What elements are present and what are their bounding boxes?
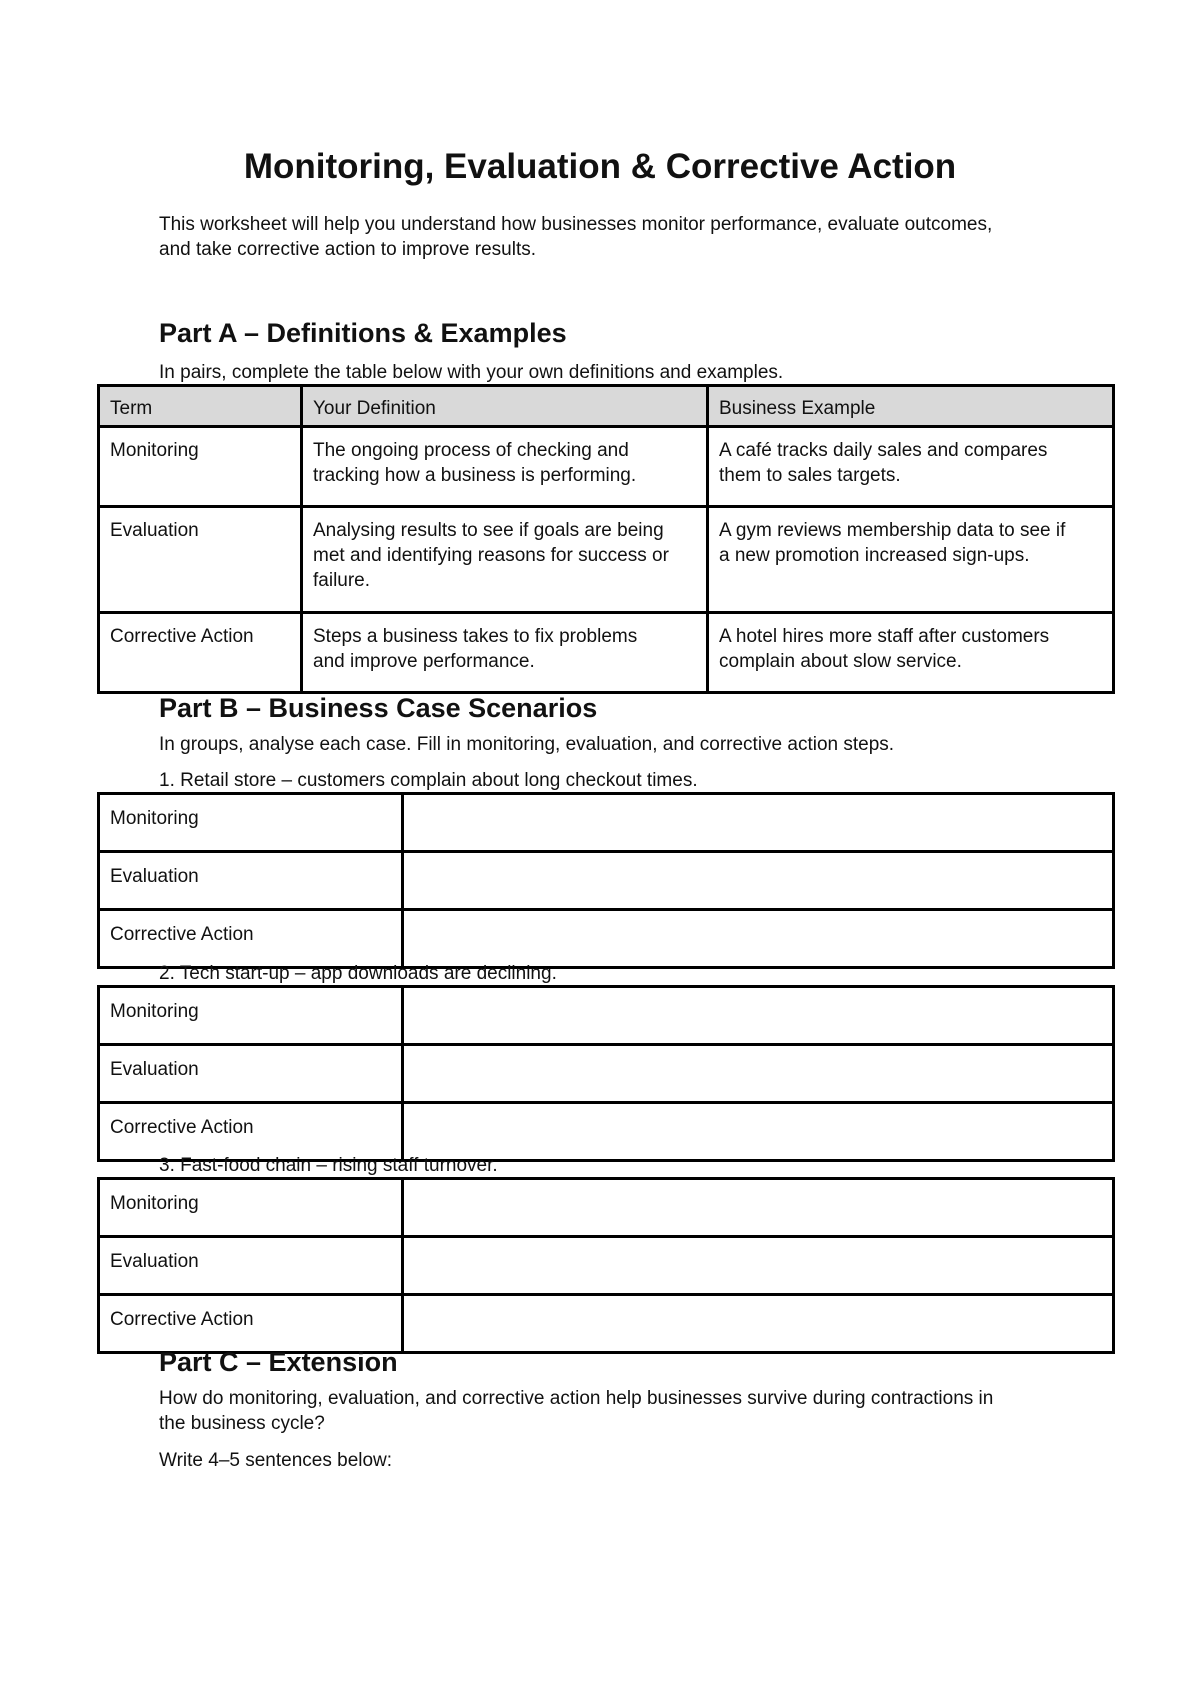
example-line: them to sales targets.: [719, 465, 901, 486]
case-3-table: [97, 1177, 1115, 1354]
term-cell: Corrective Action: [99, 613, 302, 693]
example-cell: [708, 427, 1114, 507]
part-c-question-line-1: How do monitoring, evaluation, and corrective action help businesses survive during contractions in: [159, 1388, 994, 1409]
example-line: a new promotion increased sign-ups.: [719, 545, 1030, 566]
case-row-label: Evaluation: [99, 1237, 403, 1295]
case-answer-cell[interactable]: [403, 1045, 1114, 1103]
example-line: complain about slow service.: [719, 651, 962, 672]
case-answer-cell[interactable]: [403, 794, 1114, 852]
term-cell: Evaluation: [99, 507, 302, 613]
definition-cell: [302, 427, 708, 507]
case-answer-cell[interactable]: [403, 1295, 1114, 1353]
definition-line: and improve performance.: [313, 651, 535, 672]
case-answer-cell[interactable]: [403, 987, 1114, 1045]
definitions-header-row: [99, 386, 1114, 427]
case-row-corrective-action: [99, 1295, 1114, 1353]
example-cell: [708, 613, 1114, 693]
case-row-evaluation: [99, 852, 1114, 910]
case-row-label: Monitoring: [99, 794, 403, 852]
intro-line-2: and take corrective action to improve results.: [159, 239, 537, 260]
intro-line-1: This worksheet will help you understand how businesses monitor performance, evaluate outcomes,: [159, 214, 993, 235]
definitions-row: [99, 427, 1114, 507]
case-2-title: 2. Tech start-up – app downloads are declining.: [159, 963, 557, 984]
case-answer-cell[interactable]: [403, 910, 1114, 968]
term-cell: Monitoring: [99, 427, 302, 507]
case-row-label: Evaluation: [99, 852, 403, 910]
case-row-label: Evaluation: [99, 1045, 403, 1103]
case-row-monitoring: [99, 794, 1114, 852]
case-3-title: 3. Fast-food chain – rising staff turnover.: [159, 1155, 498, 1176]
part-c-question-line-2: the business cycle?: [159, 1413, 325, 1434]
case-row-label: Monitoring: [99, 1179, 403, 1237]
definitions-row: [99, 507, 1114, 613]
case-row-corrective-action: [99, 1103, 1114, 1161]
header-example: Business Example: [708, 386, 1114, 427]
header-term: Term: [99, 386, 302, 427]
case-1-table: [97, 792, 1115, 969]
case-row-monitoring: [99, 1179, 1114, 1237]
case-row-evaluation: [99, 1045, 1114, 1103]
part-c-heading: Part C – Extension: [159, 1347, 398, 1377]
case-1-title: 1. Retail store – customers complain about long checkout times.: [159, 770, 698, 791]
definition-cell: [302, 507, 708, 613]
part-a-instruction: In pairs, complete the table below with your own definitions and examples.: [159, 362, 784, 383]
case-row-corrective-action: [99, 910, 1114, 968]
part-c-prompt: Write 4–5 sentences below:: [159, 1450, 393, 1471]
case-row-label: Corrective Action: [99, 1295, 403, 1353]
part-b-instruction: In groups, analyse each case. Fill in monitoring, evaluation, and corrective action steps.: [159, 734, 895, 755]
case-answer-cell[interactable]: [403, 1179, 1114, 1237]
example-line: A café tracks daily sales and compares: [719, 440, 1048, 461]
case-answer-cell[interactable]: [403, 1103, 1114, 1161]
definition-line: met and identifying reasons for success or: [313, 545, 669, 566]
definition-line: tracking how a business is performing.: [313, 465, 637, 486]
definition-line: Analysing results to see if goals are being: [313, 520, 664, 541]
example-line: A hotel hires more staff after customers: [719, 626, 1050, 647]
case-row-monitoring: [99, 987, 1114, 1045]
case-row-label: Monitoring: [99, 987, 403, 1045]
case-row-label: Corrective Action: [99, 910, 403, 968]
header-definition: Your Definition: [302, 386, 708, 427]
definitions-row: [99, 613, 1114, 693]
page-title: Monitoring, Evaluation & Corrective Action: [243, 147, 957, 186]
case-row-evaluation: [99, 1237, 1114, 1295]
definition-line: The ongoing process of checking and: [313, 440, 629, 461]
example-line: A gym reviews membership data to see if: [719, 520, 1066, 541]
case-row-label: Corrective Action: [99, 1103, 403, 1161]
definition-cell: [302, 613, 708, 693]
part-b-heading: Part B – Business Case Scenarios: [159, 693, 598, 723]
case-answer-cell[interactable]: [403, 852, 1114, 910]
part-a-heading: Part A – Definitions & Examples: [159, 318, 567, 348]
case-answer-cell[interactable]: [403, 1237, 1114, 1295]
case-2-table: [97, 985, 1115, 1162]
definitions-table: [97, 384, 1115, 694]
definition-line: Steps a business takes to fix problems: [313, 626, 638, 647]
definition-line: failure.: [313, 570, 371, 591]
example-cell: [708, 507, 1114, 613]
